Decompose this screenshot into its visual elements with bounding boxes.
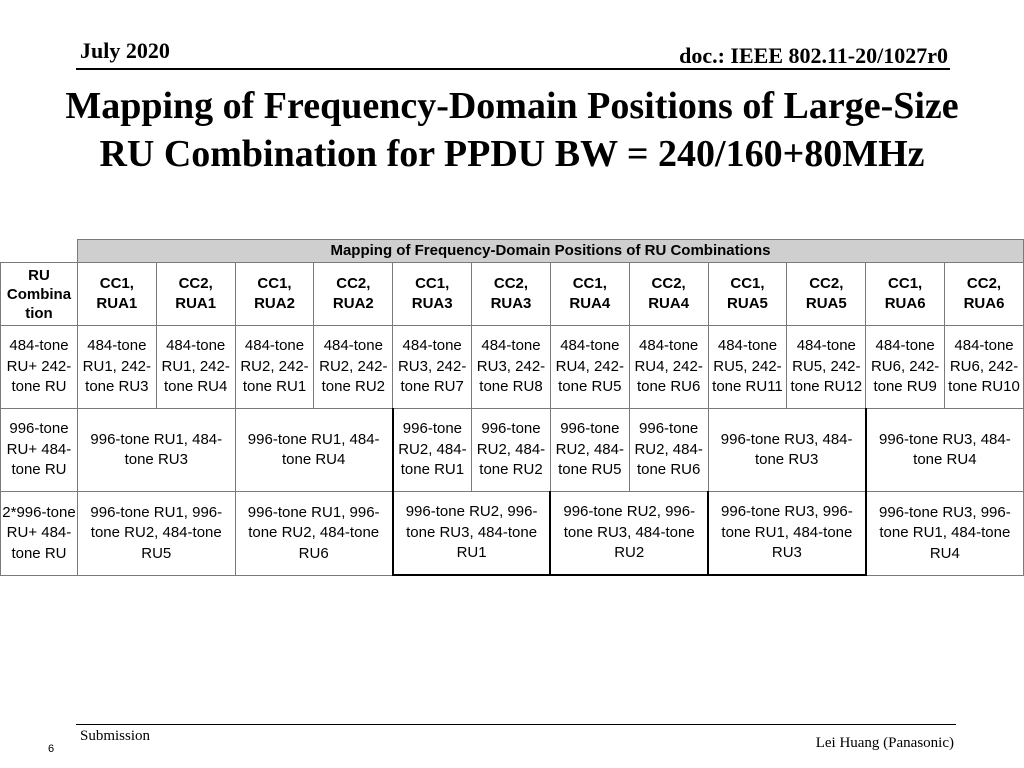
- column-header: CC2, RUA1: [156, 263, 235, 326]
- table-cell: 996-tone RU2, 484-tone RU1: [393, 409, 472, 492]
- column-header: CC1, RUA6: [866, 263, 945, 326]
- table-cell: 996-tone RU1, 484-tone RU3: [77, 409, 235, 492]
- column-header: CC2, RUA6: [945, 263, 1024, 326]
- title-line-1: Mapping of Frequency-Domain Positions of Large-Size: [65, 85, 959, 127]
- table-cell: 484-tone RU1, 242-tone RU3: [77, 326, 156, 409]
- table-corner-blank: [1, 240, 78, 263]
- table-cell: 484-tone RU6, 242-tone RU10: [945, 326, 1024, 409]
- table-header-row: [1, 263, 1024, 326]
- row-label: 996-tone RU+ 484-tone RU: [1, 409, 78, 492]
- table-caption: Mapping of Frequency-Domain Positions of RU Combinations: [77, 240, 1023, 263]
- ru-mapping-table: [0, 239, 1024, 576]
- slide-title: [0, 82, 1024, 178]
- table-cell: 996-tone RU3, 484-tone RU3: [708, 409, 866, 492]
- table-cell: 484-tone RU1, 242-tone RU4: [156, 326, 235, 409]
- row-label: 2*996-tone RU+ 484-tone RU: [1, 492, 78, 576]
- table-cell: 484-tone RU6, 242-tone RU9: [866, 326, 945, 409]
- page-number: 6: [48, 743, 55, 755]
- table-cell: 996-tone RU3, 996-tone RU1, 484-tone RU4: [866, 492, 1024, 576]
- column-header: CC2, RUA4: [629, 263, 708, 326]
- column-header: CC1, RUA1: [77, 263, 156, 326]
- table-cell: 996-tone RU3, 484-tone RU4: [866, 409, 1024, 492]
- column-header: CC2, RUA2: [314, 263, 393, 326]
- table-cell: 484-tone RU3, 242-tone RU8: [472, 326, 551, 409]
- footer-divider: [76, 724, 956, 725]
- table-cell: 996-tone RU1, 484-tone RU4: [235, 409, 393, 492]
- row-header-label: RU Combina tion: [1, 263, 78, 326]
- table-cell: 996-tone RU1, 996-tone RU2, 484-tone RU5: [77, 492, 235, 576]
- table-cell: 484-tone RU4, 242-tone RU5: [550, 326, 629, 409]
- column-header: CC1, RUA2: [235, 263, 314, 326]
- header-doc-id: doc.: IEEE 802.11-20/1027r0: [679, 43, 948, 68]
- table-cell: 996-tone RU1, 996-tone RU2, 484-tone RU6: [235, 492, 393, 576]
- table-cell: 484-tone RU5, 242-tone RU11: [708, 326, 787, 409]
- table-cell: 996-tone RU2, 996-tone RU3, 484-tone RU1: [393, 492, 551, 576]
- title-line-2: RU Combination for PPDU BW = 240/160+80MHz: [99, 133, 925, 175]
- table-cell: 996-tone RU3, 996-tone RU1, 484-tone RU3: [708, 492, 866, 576]
- table-row: [1, 326, 1024, 409]
- table-cell: 484-tone RU5, 242-tone RU12: [787, 326, 866, 409]
- table-cell: 484-tone RU2, 242-tone RU2: [314, 326, 393, 409]
- table-caption-row: [1, 240, 1024, 263]
- column-header: CC2, RUA3: [472, 263, 551, 326]
- column-header: CC1, RUA3: [393, 263, 472, 326]
- table-row: [1, 492, 1024, 576]
- table-cell: 996-tone RU2, 484-tone RU2: [472, 409, 551, 492]
- table-cell: 484-tone RU4, 242-tone RU6: [629, 326, 708, 409]
- table-cell: 484-tone RU3, 242-tone RU7: [393, 326, 472, 409]
- table-cell: 996-tone RU2, 484-tone RU5: [550, 409, 629, 492]
- table-cell: 996-tone RU2, 996-tone RU3, 484-tone RU2: [550, 492, 708, 576]
- column-header: CC2, RUA5: [787, 263, 866, 326]
- row-label: 484-tone RU+ 242-tone RU: [1, 326, 78, 409]
- footer-author: Lei Huang (Panasonic): [815, 735, 954, 751]
- column-header: CC1, RUA5: [708, 263, 787, 326]
- header-divider: [76, 68, 950, 70]
- table-cell: 996-tone RU2, 484-tone RU6: [629, 409, 708, 492]
- table-cell: 484-tone RU2, 242-tone RU1: [235, 326, 314, 409]
- footer-submission: Submission: [80, 728, 151, 744]
- table-row: [1, 409, 1024, 492]
- header-date: July 2020: [80, 38, 170, 63]
- column-header: CC1, RUA4: [550, 263, 629, 326]
